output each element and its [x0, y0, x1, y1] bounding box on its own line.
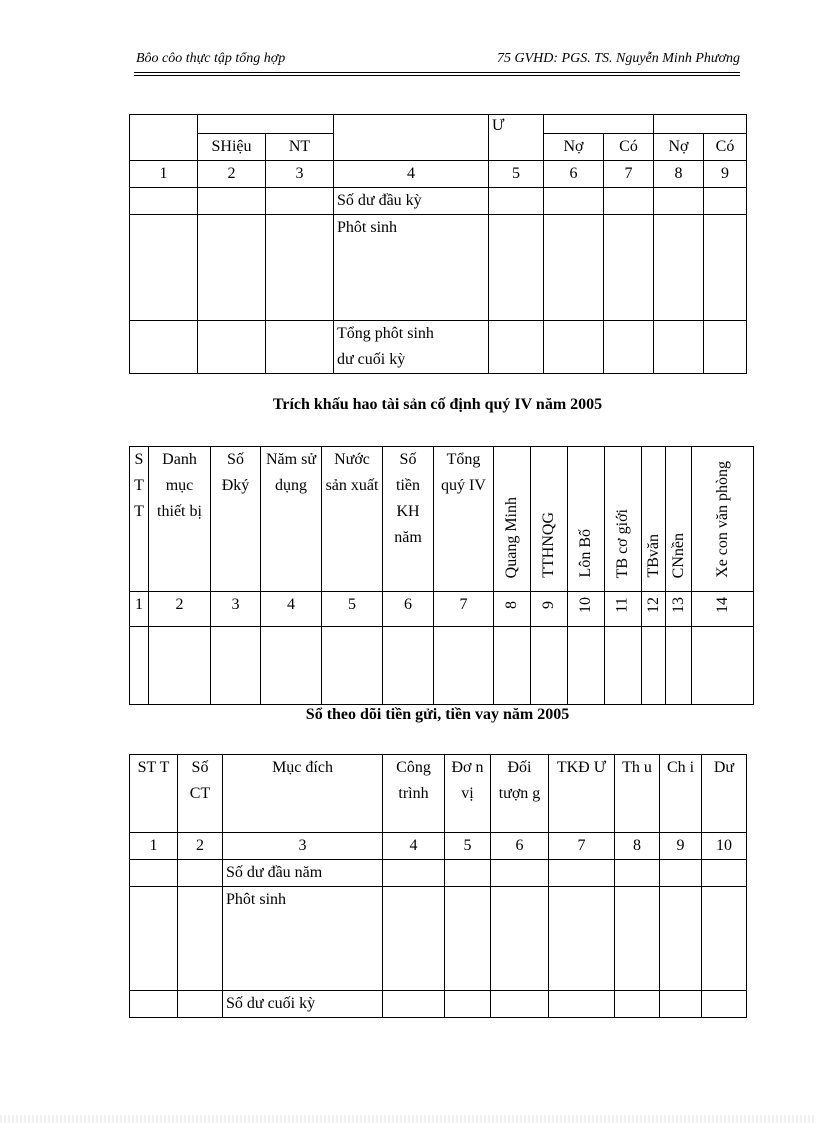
- dep-head-unit: [494, 447, 531, 592]
- header-rule-2: [134, 75, 740, 76]
- dep-head-unit-label: Quang Minh: [503, 496, 520, 578]
- dep-num: 11: [614, 597, 631, 613]
- dep-loan-num: 9: [660, 833, 702, 860]
- ledger-head-shieu: SHiệu: [198, 134, 266, 161]
- ledger-head-blank-1: [130, 115, 198, 161]
- deposit-header-row: [130, 755, 747, 833]
- ledger-head-blank-4: [544, 115, 654, 134]
- ledger-num: 1: [130, 161, 198, 188]
- ledger-num: 9: [704, 161, 747, 188]
- ledger-num: 5: [489, 161, 544, 188]
- scan-edge-stripe: [0, 1115, 816, 1123]
- dep-num: 10: [577, 596, 594, 613]
- dep-loan-head-receipt: Th u: [615, 755, 660, 833]
- dep-loan-head-purpose: Mục đích: [223, 755, 383, 833]
- dep-head-unit-label: TBvăn: [644, 534, 662, 578]
- dep-num: 4: [261, 591, 322, 626]
- depreciation-table: [129, 446, 754, 705]
- ledger-total-arising: Tổng phôt sinh: [337, 325, 434, 342]
- dep-num: 9: [540, 600, 557, 609]
- dep-num-cell: [692, 591, 754, 626]
- dep-head-unit-label: Lôn Bố: [577, 529, 594, 578]
- header-left-text: Bôo côo thực tập tổng hợp: [136, 51, 286, 66]
- dep-loan-head-payment: Ch i: [660, 755, 702, 833]
- dep-num-cell: [605, 591, 642, 626]
- dep-head-unit-label: Xe con văn phòng: [713, 461, 731, 578]
- dep-loan-num: 1: [130, 833, 178, 860]
- ledger-head-no-2: Nợ: [654, 134, 704, 161]
- dep-head-unit: [642, 447, 666, 592]
- dep-head-unit: [692, 447, 754, 592]
- table-row: [130, 626, 754, 704]
- ledger-num: 8: [654, 161, 704, 188]
- dep-loan-opening-balance: Số dư đầu năm: [223, 860, 383, 887]
- ledger-head-blank-3: [334, 115, 489, 161]
- dep-num: 3: [211, 591, 261, 626]
- dep-loan-num: 8: [615, 833, 660, 860]
- ledger-closing-balance: dư cuối kỳ: [337, 351, 406, 368]
- dep-num-cell: [666, 591, 692, 626]
- dep-loan-num: 6: [491, 833, 549, 860]
- dep-num: 12: [644, 596, 662, 613]
- dep-loan-head-unit: Đơ n vị: [445, 755, 491, 833]
- dep-head-annual-amount: Số tiền KH năm: [383, 447, 434, 592]
- dep-loan-head-stt: ST T: [130, 755, 178, 833]
- dep-head-year-used: Năm sử dụng: [261, 447, 322, 592]
- dep-num: 2: [149, 591, 211, 626]
- dep-head-unit: [666, 447, 692, 592]
- depreciation-title: Trích khấu hao tài sản cố định quý IV năm 2005: [272, 396, 603, 413]
- ledger-num: 4: [334, 161, 489, 188]
- table-row: [130, 860, 747, 887]
- ledger-arising-label: Phôt sinh: [334, 215, 489, 321]
- ledger-num: 3: [266, 161, 334, 188]
- dep-head-unit: [531, 447, 568, 592]
- dep-loan-head-party: Đối tượn g: [491, 755, 549, 833]
- dep-loan-num: 10: [702, 833, 747, 860]
- dep-num-cell: [642, 591, 666, 626]
- dep-loan-num: 4: [383, 833, 445, 860]
- dep-head-q4-total: Tổng quý IV: [434, 447, 494, 592]
- depreciation-number-row: [130, 591, 754, 626]
- dep-num: 1: [130, 591, 149, 626]
- ledger-head-blank-2: [198, 115, 334, 134]
- header-rule-1: [134, 72, 740, 73]
- dep-num: 6: [383, 591, 434, 626]
- ledger-num: 7: [604, 161, 654, 188]
- deposit-loan-table: [129, 754, 747, 1018]
- dep-num: 13: [669, 596, 687, 613]
- dep-loan-num: 2: [178, 833, 223, 860]
- header-right-text: 75 GVHD: PGS. TS. Nguyễn Minh Phương: [497, 51, 740, 66]
- dep-num: 7: [434, 591, 494, 626]
- dep-head-reg-no: Số Đký: [211, 447, 261, 592]
- dep-num: 14: [713, 596, 731, 613]
- dep-loan-num: 5: [445, 833, 491, 860]
- dep-loan-head-account: TKĐ Ư: [549, 755, 615, 833]
- ledger-num: 2: [198, 161, 266, 188]
- ledger-number-row: [130, 161, 747, 188]
- ledger-head-no-1: Nợ: [544, 134, 604, 161]
- ledger-head-blank-5: [654, 115, 747, 134]
- dep-loan-head-voucher: Số CT: [178, 755, 223, 833]
- table-row: [130, 215, 747, 321]
- ledger-head-co-2: Có: [704, 134, 747, 161]
- dep-num-cell: [568, 591, 605, 626]
- ledger-total-label: [334, 321, 489, 374]
- ledger-head-co-1: Có: [604, 134, 654, 161]
- dep-head-stt: S T T: [130, 447, 149, 592]
- table-row: [130, 887, 747, 991]
- dep-num-cell: [531, 591, 568, 626]
- dep-num: 8: [503, 600, 520, 609]
- dep-num: 5: [322, 591, 383, 626]
- ledger-head-col5: Ư: [489, 115, 544, 161]
- page-header: [134, 48, 740, 70]
- table-row: [130, 991, 747, 1018]
- dep-loan-closing-balance: Số dư cuối kỳ: [223, 991, 383, 1018]
- dep-head-unit: [568, 447, 605, 592]
- dep-head-country: Nước sản xuất: [322, 447, 383, 592]
- ledger-head-nt: NT: [266, 134, 334, 161]
- dep-loan-num: 7: [549, 833, 615, 860]
- depreciation-header-row: [130, 447, 754, 592]
- table-row: [130, 188, 747, 215]
- ledger-opening-balance-label: Số dư đầu kỳ: [334, 188, 489, 215]
- dep-head-unit: [605, 447, 642, 592]
- dep-loan-num: 3: [223, 833, 383, 860]
- dep-head-unit-label: CNnền: [669, 532, 687, 578]
- ledger-table: [129, 114, 747, 374]
- dep-head-unit-label: TB cơ giới: [614, 508, 631, 578]
- dep-head-unit-label: TTHNQG: [540, 512, 557, 578]
- dep-head-category: Danh mục thiết bị: [149, 447, 211, 592]
- ledger-num: 6: [544, 161, 604, 188]
- table-row: [130, 321, 747, 374]
- dep-loan-head-balance: Dư: [702, 755, 747, 833]
- deposit-number-row: [130, 833, 747, 860]
- dep-num-cell: [494, 591, 531, 626]
- dep-loan-head-project: Công trình: [383, 755, 445, 833]
- deposit-loan-title: Sổ theo dõi tiền gửi, tiền vay năm 2005: [305, 706, 570, 723]
- dep-loan-arising: Phôt sinh: [223, 887, 383, 991]
